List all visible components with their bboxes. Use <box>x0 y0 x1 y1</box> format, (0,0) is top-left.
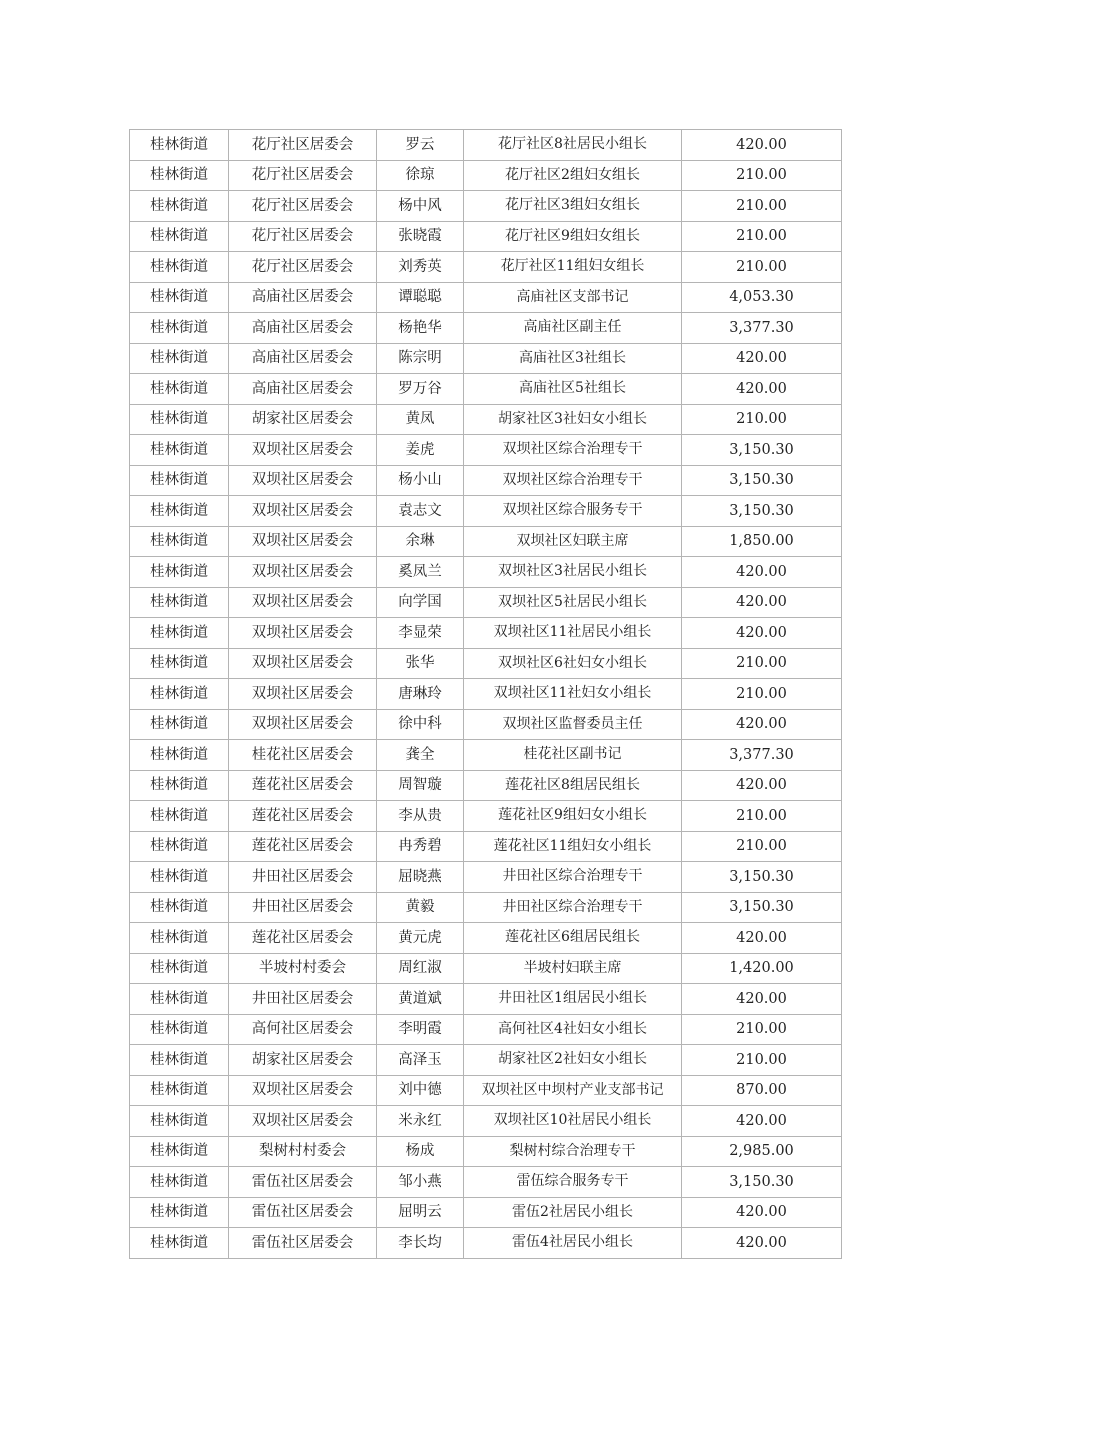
amount-cell: 210.00 <box>682 221 842 252</box>
title-cell: 花厅社区11组妇女组长 <box>464 252 682 283</box>
street-cell: 桂林街道 <box>130 465 229 496</box>
committee-cell: 双坝社区居委会 <box>229 496 377 527</box>
street-cell: 桂林街道 <box>130 1136 229 1167</box>
title-cell: 梨树村综合治理专干 <box>464 1136 682 1167</box>
amount-cell: 3,150.30 <box>682 496 842 527</box>
table-row <box>130 282 842 313</box>
table-row <box>130 923 842 954</box>
committee-cell: 花厅社区居委会 <box>229 252 377 283</box>
committee-cell: 雷伍社区居委会 <box>229 1228 377 1259</box>
committee-cell: 莲花社区居委会 <box>229 831 377 862</box>
title-cell: 双坝社区10社居民小组长 <box>464 1106 682 1137</box>
committee-cell: 双坝社区居委会 <box>229 618 377 649</box>
amount-cell: 4,053.30 <box>682 282 842 313</box>
title-cell: 莲花社区9组妇女小组长 <box>464 801 682 832</box>
amount-cell: 3,150.30 <box>682 1167 842 1198</box>
committee-cell: 双坝社区居委会 <box>229 679 377 710</box>
table-row <box>130 221 842 252</box>
table-row <box>130 465 842 496</box>
name-cell: 李显荣 <box>377 618 464 649</box>
committee-cell: 高庙社区居委会 <box>229 374 377 405</box>
street-cell: 桂林街道 <box>130 740 229 771</box>
table-row <box>130 953 842 984</box>
committee-cell: 花厅社区居委会 <box>229 221 377 252</box>
table-row <box>130 648 842 679</box>
street-cell: 桂林街道 <box>130 648 229 679</box>
amount-cell: 210.00 <box>682 252 842 283</box>
name-cell: 李明霞 <box>377 1014 464 1045</box>
title-cell: 井田社区综合治理专干 <box>464 892 682 923</box>
name-cell: 周智璇 <box>377 770 464 801</box>
committee-cell: 雷伍社区居委会 <box>229 1197 377 1228</box>
table-row <box>130 831 842 862</box>
amount-cell: 420.00 <box>682 343 842 374</box>
street-cell: 桂林街道 <box>130 1106 229 1137</box>
amount-cell: 210.00 <box>682 831 842 862</box>
name-cell: 陈宗明 <box>377 343 464 374</box>
title-cell: 莲花社区8组居民组长 <box>464 770 682 801</box>
amount-cell: 420.00 <box>682 709 842 740</box>
name-cell: 徐琼 <box>377 160 464 191</box>
amount-cell: 420.00 <box>682 618 842 649</box>
table-row <box>130 343 842 374</box>
name-cell: 黄凤 <box>377 404 464 435</box>
committee-cell: 高何社区居委会 <box>229 1014 377 1045</box>
amount-cell: 420.00 <box>682 557 842 588</box>
street-cell: 桂林街道 <box>130 679 229 710</box>
table-row <box>130 496 842 527</box>
title-cell: 莲花社区11组妇女小组长 <box>464 831 682 862</box>
name-cell: 罗万谷 <box>377 374 464 405</box>
street-cell: 桂林街道 <box>130 1197 229 1228</box>
table-row <box>130 709 842 740</box>
name-cell: 张晓霞 <box>377 221 464 252</box>
committee-cell: 井田社区居委会 <box>229 862 377 893</box>
table-row <box>130 892 842 923</box>
amount-cell: 3,377.30 <box>682 313 842 344</box>
table-row <box>130 404 842 435</box>
title-cell: 雷伍综合服务专干 <box>464 1167 682 1198</box>
table-body <box>130 130 842 1259</box>
name-cell: 徐中科 <box>377 709 464 740</box>
title-cell: 井田社区综合治理专干 <box>464 862 682 893</box>
committee-cell: 双坝社区居委会 <box>229 465 377 496</box>
amount-cell: 3,150.30 <box>682 435 842 466</box>
street-cell: 桂林街道 <box>130 770 229 801</box>
committee-cell: 莲花社区居委会 <box>229 801 377 832</box>
street-cell: 桂林街道 <box>130 801 229 832</box>
amount-cell: 210.00 <box>682 648 842 679</box>
street-cell: 桂林街道 <box>130 1167 229 1198</box>
name-cell: 唐琳玲 <box>377 679 464 710</box>
amount-cell: 420.00 <box>682 374 842 405</box>
amount-cell: 3,150.30 <box>682 465 842 496</box>
committee-cell: 双坝社区居委会 <box>229 1106 377 1137</box>
committee-cell: 高庙社区居委会 <box>229 343 377 374</box>
table-row <box>130 587 842 618</box>
title-cell: 井田社区1组居民小组长 <box>464 984 682 1015</box>
title-cell: 双坝社区6社妇女小组长 <box>464 648 682 679</box>
table-row <box>130 679 842 710</box>
title-cell: 高庙社区支部书记 <box>464 282 682 313</box>
street-cell: 桂林街道 <box>130 343 229 374</box>
name-cell: 李长均 <box>377 1228 464 1259</box>
street-cell: 桂林街道 <box>130 282 229 313</box>
name-cell: 奚凤兰 <box>377 557 464 588</box>
table-row <box>130 435 842 466</box>
title-cell: 双坝社区11社妇女小组长 <box>464 679 682 710</box>
street-cell: 桂林街道 <box>130 496 229 527</box>
table-row <box>130 984 842 1015</box>
name-cell: 杨成 <box>377 1136 464 1167</box>
title-cell: 双坝社区11社居民小组长 <box>464 618 682 649</box>
table-row <box>130 801 842 832</box>
name-cell: 邹小燕 <box>377 1167 464 1198</box>
title-cell: 桂花社区副书记 <box>464 740 682 771</box>
title-cell: 胡家社区3社妇女小组长 <box>464 404 682 435</box>
table-row <box>130 1136 842 1167</box>
table-row <box>130 557 842 588</box>
table-row <box>130 1197 842 1228</box>
street-cell: 桂林街道 <box>130 160 229 191</box>
table-row <box>130 770 842 801</box>
street-cell: 桂林街道 <box>130 1045 229 1076</box>
name-cell: 姜虎 <box>377 435 464 466</box>
street-cell: 桂林街道 <box>130 862 229 893</box>
amount-cell: 420.00 <box>682 1197 842 1228</box>
table-row <box>130 191 842 222</box>
name-cell: 李从贵 <box>377 801 464 832</box>
amount-cell: 870.00 <box>682 1075 842 1106</box>
amount-cell: 210.00 <box>682 1045 842 1076</box>
amount-cell: 3,377.30 <box>682 740 842 771</box>
committee-cell: 半坡村村委会 <box>229 953 377 984</box>
amount-cell: 420.00 <box>682 130 842 161</box>
name-cell: 黄道斌 <box>377 984 464 1015</box>
committee-cell: 莲花社区居委会 <box>229 770 377 801</box>
title-cell: 花厅社区9组妇女组长 <box>464 221 682 252</box>
committee-cell: 双坝社区居委会 <box>229 526 377 557</box>
table-row <box>130 1106 842 1137</box>
street-cell: 桂林街道 <box>130 191 229 222</box>
street-cell: 桂林街道 <box>130 1075 229 1106</box>
title-cell: 高何社区4社妇女小组长 <box>464 1014 682 1045</box>
title-cell: 雷伍4社居民小组长 <box>464 1228 682 1259</box>
name-cell: 屈明云 <box>377 1197 464 1228</box>
committee-cell: 双坝社区居委会 <box>229 587 377 618</box>
table-row <box>130 160 842 191</box>
amount-cell: 210.00 <box>682 191 842 222</box>
title-cell: 胡家社区2社妇女小组长 <box>464 1045 682 1076</box>
amount-cell: 210.00 <box>682 404 842 435</box>
title-cell: 花厅社区3组妇女组长 <box>464 191 682 222</box>
street-cell: 桂林街道 <box>130 557 229 588</box>
amount-cell: 420.00 <box>682 1106 842 1137</box>
street-cell: 桂林街道 <box>130 892 229 923</box>
title-cell: 高庙社区3社组长 <box>464 343 682 374</box>
amount-cell: 3,150.30 <box>682 892 842 923</box>
street-cell: 桂林街道 <box>130 1228 229 1259</box>
name-cell: 米永红 <box>377 1106 464 1137</box>
title-cell: 双坝社区中坝村产业支部书记 <box>464 1075 682 1106</box>
amount-cell: 1,420.00 <box>682 953 842 984</box>
committee-cell: 井田社区居委会 <box>229 984 377 1015</box>
name-cell: 刘中德 <box>377 1075 464 1106</box>
committee-cell: 双坝社区居委会 <box>229 435 377 466</box>
table-row <box>130 1045 842 1076</box>
street-cell: 桂林街道 <box>130 953 229 984</box>
name-cell: 杨中风 <box>377 191 464 222</box>
table-row <box>130 1014 842 1045</box>
name-cell: 罗云 <box>377 130 464 161</box>
table-row <box>130 374 842 405</box>
amount-cell: 210.00 <box>682 1014 842 1045</box>
amount-cell: 420.00 <box>682 923 842 954</box>
committee-cell: 梨树村村委会 <box>229 1136 377 1167</box>
street-cell: 桂林街道 <box>130 618 229 649</box>
table-row <box>130 618 842 649</box>
title-cell: 花厅社区2组妇女组长 <box>464 160 682 191</box>
title-cell: 双坝社区妇联主席 <box>464 526 682 557</box>
name-cell: 龚全 <box>377 740 464 771</box>
amount-cell: 210.00 <box>682 679 842 710</box>
name-cell: 谭聪聪 <box>377 282 464 313</box>
committee-cell: 胡家社区居委会 <box>229 1045 377 1076</box>
committee-cell: 高庙社区居委会 <box>229 313 377 344</box>
name-cell: 袁志文 <box>377 496 464 527</box>
amount-cell: 420.00 <box>682 984 842 1015</box>
name-cell: 高泽玉 <box>377 1045 464 1076</box>
name-cell: 余琳 <box>377 526 464 557</box>
name-cell: 周红淑 <box>377 953 464 984</box>
amount-cell: 3,150.30 <box>682 862 842 893</box>
name-cell: 向学国 <box>377 587 464 618</box>
street-cell: 桂林街道 <box>130 587 229 618</box>
title-cell: 高庙社区副主任 <box>464 313 682 344</box>
table-row <box>130 130 842 161</box>
table-row <box>130 1228 842 1259</box>
committee-cell: 高庙社区居委会 <box>229 282 377 313</box>
title-cell: 双坝社区综合治理专干 <box>464 435 682 466</box>
table-row <box>130 1167 842 1198</box>
title-cell: 高庙社区5社组长 <box>464 374 682 405</box>
name-cell: 杨艳华 <box>377 313 464 344</box>
name-cell: 杨小山 <box>377 465 464 496</box>
street-cell: 桂林街道 <box>130 130 229 161</box>
title-cell: 雷伍2社居民小组长 <box>464 1197 682 1228</box>
street-cell: 桂林街道 <box>130 435 229 466</box>
committee-cell: 雷伍社区居委会 <box>229 1167 377 1198</box>
committee-cell: 花厅社区居委会 <box>229 191 377 222</box>
title-cell: 双坝社区综合治理专干 <box>464 465 682 496</box>
name-cell: 张华 <box>377 648 464 679</box>
amount-cell: 2,985.00 <box>682 1136 842 1167</box>
table-row <box>130 526 842 557</box>
street-cell: 桂林街道 <box>130 221 229 252</box>
street-cell: 桂林街道 <box>130 313 229 344</box>
committee-cell: 花厅社区居委会 <box>229 130 377 161</box>
street-cell: 桂林街道 <box>130 374 229 405</box>
street-cell: 桂林街道 <box>130 526 229 557</box>
name-cell: 刘秀英 <box>377 252 464 283</box>
table-row <box>130 252 842 283</box>
committee-cell: 井田社区居委会 <box>229 892 377 923</box>
title-cell: 莲花社区6组居民组长 <box>464 923 682 954</box>
street-cell: 桂林街道 <box>130 252 229 283</box>
title-cell: 双坝社区综合服务专干 <box>464 496 682 527</box>
name-cell: 黄毅 <box>377 892 464 923</box>
committee-cell: 莲花社区居委会 <box>229 923 377 954</box>
title-cell: 花厅社区8社居民小组长 <box>464 130 682 161</box>
committee-cell: 双坝社区居委会 <box>229 1075 377 1106</box>
amount-cell: 210.00 <box>682 801 842 832</box>
title-cell: 双坝社区3社居民小组长 <box>464 557 682 588</box>
title-cell: 双坝社区5社居民小组长 <box>464 587 682 618</box>
name-cell: 冉秀碧 <box>377 831 464 862</box>
table-row <box>130 313 842 344</box>
street-cell: 桂林街道 <box>130 984 229 1015</box>
committee-cell: 花厅社区居委会 <box>229 160 377 191</box>
name-cell: 屈晓燕 <box>377 862 464 893</box>
committee-cell: 双坝社区居委会 <box>229 557 377 588</box>
amount-cell: 420.00 <box>682 1228 842 1259</box>
amount-cell: 420.00 <box>682 770 842 801</box>
street-cell: 桂林街道 <box>130 831 229 862</box>
table-row <box>130 862 842 893</box>
street-cell: 桂林街道 <box>130 1014 229 1045</box>
amount-cell: 1,850.00 <box>682 526 842 557</box>
amount-cell: 420.00 <box>682 587 842 618</box>
street-cell: 桂林街道 <box>130 709 229 740</box>
committee-cell: 双坝社区居委会 <box>229 709 377 740</box>
committee-cell: 双坝社区居委会 <box>229 648 377 679</box>
street-cell: 桂林街道 <box>130 404 229 435</box>
table-row <box>130 740 842 771</box>
name-cell: 黄元虎 <box>377 923 464 954</box>
title-cell: 半坡村妇联主席 <box>464 953 682 984</box>
street-cell: 桂林街道 <box>130 923 229 954</box>
committee-cell: 胡家社区居委会 <box>229 404 377 435</box>
subsidy-table <box>129 129 842 1259</box>
committee-cell: 桂花社区居委会 <box>229 740 377 771</box>
title-cell: 双坝社区监督委员主任 <box>464 709 682 740</box>
table-row <box>130 1075 842 1106</box>
amount-cell: 210.00 <box>682 160 842 191</box>
